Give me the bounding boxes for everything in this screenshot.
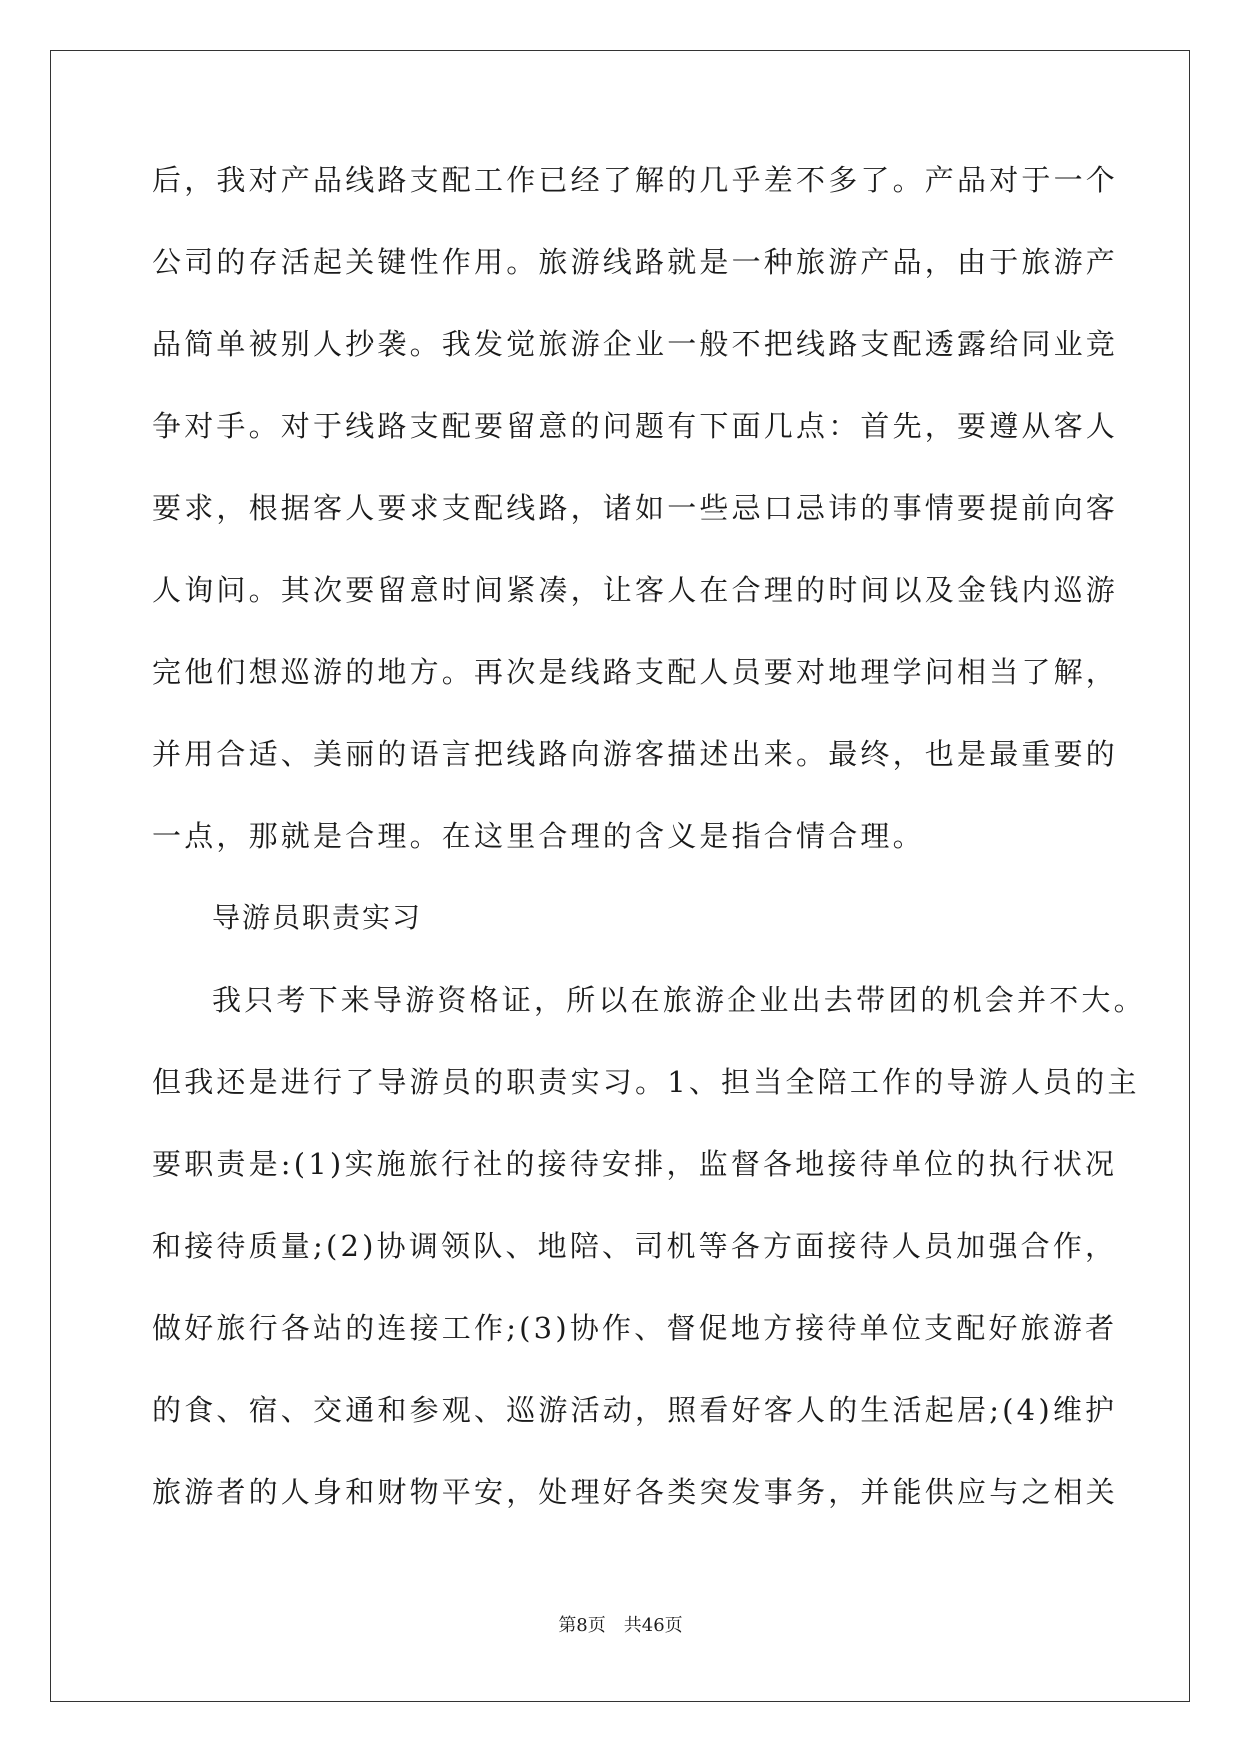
paragraph-line: 旅游者的人身和财物平安，处理好各类突发事务，并能供应与之相关 — [152, 1475, 1119, 1509]
paragraph-line: 品简单被别人抄袭。我发觉旅游企业一般不把线路支配透露给同业竞 — [152, 327, 1119, 361]
paragraph-first-line: 我只考下来导游资格证，所以在旅游企业出去带团的机会并不大。 — [212, 983, 1146, 1017]
paragraph-line: 并用合适、美丽的语言把线路向游客描述出来。最终，也是最重要的 — [152, 737, 1119, 771]
paragraph-line: 但我还是进行了导游员的职责实习。1、担当全陪工作的导游人员的主 — [152, 1065, 1140, 1099]
paragraph-line: 公司的存活起关键性作用。旅游线路就是一种旅游产品，由于旅游产 — [152, 245, 1119, 279]
paragraph-line: 和接待质量;(2)协调领队、地陪、司机等各方面接待人员加强合作， — [152, 1229, 1118, 1263]
paragraph-line: 的食、宿、交通和参观、巡游活动，照看好客人的生活起居;(4)维护 — [152, 1393, 1118, 1427]
document-body — [152, 160, 1146, 1554]
paragraph-line: 一点，那就是合理。在这里合理的含义是指合情合理。 — [152, 819, 925, 853]
paragraph-line: 后，我对产品线路支配工作已经了解的几乎差不多了。产品对于一个 — [152, 163, 1119, 197]
page-number-footer: 第8页 共46页 — [558, 1615, 683, 1636]
paragraph-line: 人询问。其次要留意时间紧凑，让客人在合理的时间以及金钱内巡游 — [152, 573, 1119, 607]
paragraph-line: 要职责是:(1)实施旅行社的接待安排，监督各地接待单位的执行状况 — [152, 1147, 1118, 1181]
paragraph-line: 完他们想巡游的地方。再次是线路支配人员要对地理学问相当了解， — [152, 655, 1119, 689]
paragraph-line: 要求，根据客人要求支配线路，诸如一些忌口忌讳的事情要提前向客 — [152, 491, 1119, 525]
paragraph-line: 做好旅行各站的连接工作;(3)协作、督促地方接待单位支配好旅游者 — [152, 1311, 1118, 1345]
section-heading: 导游员职责实习 — [212, 901, 423, 934]
paragraph-line: 争对手。对于线路支配要留意的问题有下面几点：首先，要遵从客人 — [152, 409, 1119, 443]
